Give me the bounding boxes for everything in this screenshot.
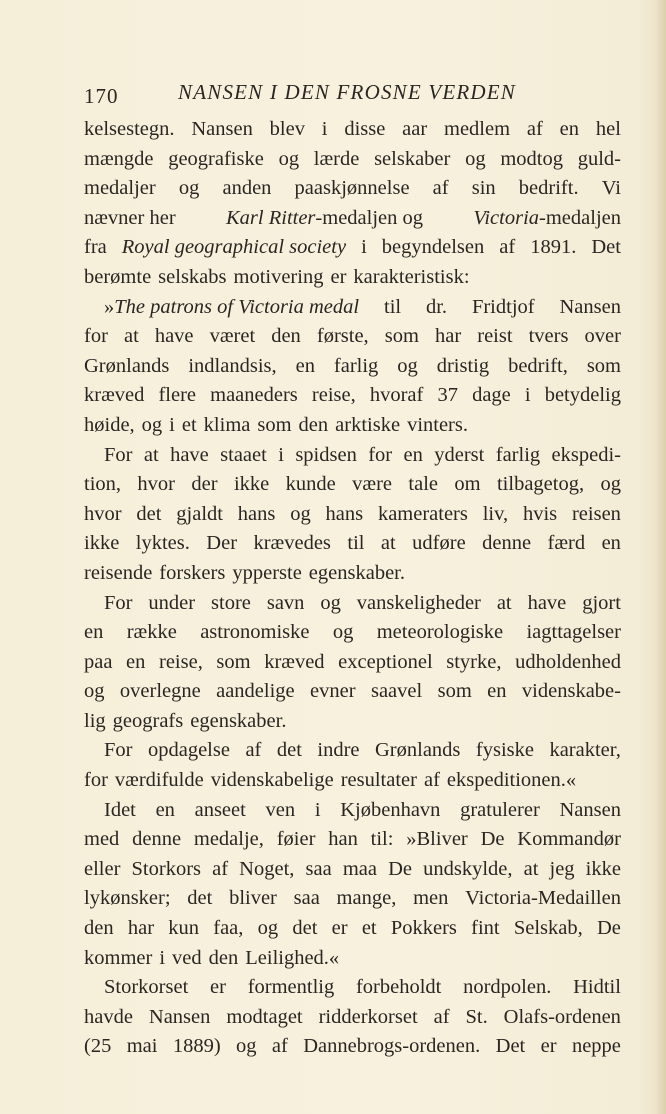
text-line: paa en reise, som kræved exceptionel styrke, udholdenhed: [84, 650, 621, 673]
text-line: tion, hvor der ikke kunde være tale om tilbagetog, og: [84, 473, 621, 496]
text-line: (25 mai 1889) og af Dannebrogs-ordenen. Det er neppe: [84, 1035, 621, 1058]
text-line: kræved flere maaneders reise, hvoraf 37 dage i betydelig: [84, 384, 621, 407]
running-title: NANSEN I DEN FROSNE VERDEN: [178, 80, 517, 104]
text-line: Grønlands indlandsis, en farlig og dristig bedrift, som: [84, 354, 621, 377]
text-line: Idet en anseet ven i Kjøbenhavn gratulerer Nansen: [104, 798, 621, 821]
text-line: mængde geografiske og lærde selskaber og modtog guld-: [84, 147, 621, 170]
text-line: med denne medalje, føier han til: »Bliver De Kommandør: [84, 828, 621, 851]
text-line: hvor det gjaldt hans og hans kameraters liv, hvis reisen: [84, 502, 621, 525]
page-edge-shadow: [656, 0, 666, 1114]
italic-society-name: Royal geographical society: [121, 236, 347, 259]
page-header: [84, 80, 624, 110]
text-line: medaljer og anden paaskjønnelse af sin bedrift. Vi: [84, 177, 621, 200]
text-line: høide, og i et klima som den arktiske vinters.: [84, 413, 468, 436]
text-line: kelsestegn. Nansen blev i disse aar medlem af en hel: [84, 118, 621, 140]
text-line: For at have staaet i spidsen for en yderst farlig ekspedi-: [104, 443, 621, 466]
text-line: »The patrons of Victoria medal til dr. Fridtjof Nansen: [104, 295, 621, 318]
text-line: For under store savn og vanskeligheder at have gjort: [104, 591, 621, 614]
text-line: for at have været den første, som har reist tvers over: [84, 325, 621, 348]
text-line: For opdagelse af det indre Grønlands fysiske karakter,: [104, 739, 621, 762]
text-line: nævner her Karl Ritter-medaljen og Victoria-medaljen: [84, 206, 621, 229]
italic-name-victoria: Victoria: [473, 206, 540, 229]
italic-medal-name: The patrons of Victoria medal: [114, 295, 360, 318]
text-line: for værdifulde videnskabelige resultater af ekspeditionen.«: [84, 769, 577, 792]
text-line: eller Storkors af Noget, saa maa De undskylde, at jeg ikke: [84, 857, 621, 880]
text-line: havde Nansen modtaget ridderkorset af St. Olafs-ordenen: [84, 1005, 621, 1028]
italic-name-karl-ritter: Karl Ritter: [226, 206, 316, 229]
text-line: lykønsker; det bliver saa mange, men Victoria-Medaillen: [84, 887, 621, 910]
text-line: kommer i ved den Leilighed.«: [84, 946, 340, 969]
text-line: ikke lyktes. Der krævedes til at udføre denne færd en: [84, 532, 621, 555]
text-line: reisende forskers ypperste egenskaber.: [84, 561, 405, 584]
text-line: Storkorset er formentlig forbeholdt nordpolen. Hidtil: [104, 976, 621, 999]
text-line: fra Royal geographical society i begyndelsen af 1891. Det: [84, 233, 621, 263]
text-line: lig geografs egenskaber.: [84, 709, 287, 732]
text-line: en række astronomiske og meteorologiske iagttagelser: [84, 621, 621, 644]
text-line: den har kun faa, og det er et Pokkers fint Selskab, De: [84, 917, 621, 940]
body-text: [84, 115, 621, 1062]
text-line: berømte selskabs motivering er karakteristisk:: [84, 265, 470, 288]
text-line: og overlegne aandelige evner saavel som en videnskabe-: [84, 680, 621, 703]
page-number: 170: [84, 84, 119, 108]
